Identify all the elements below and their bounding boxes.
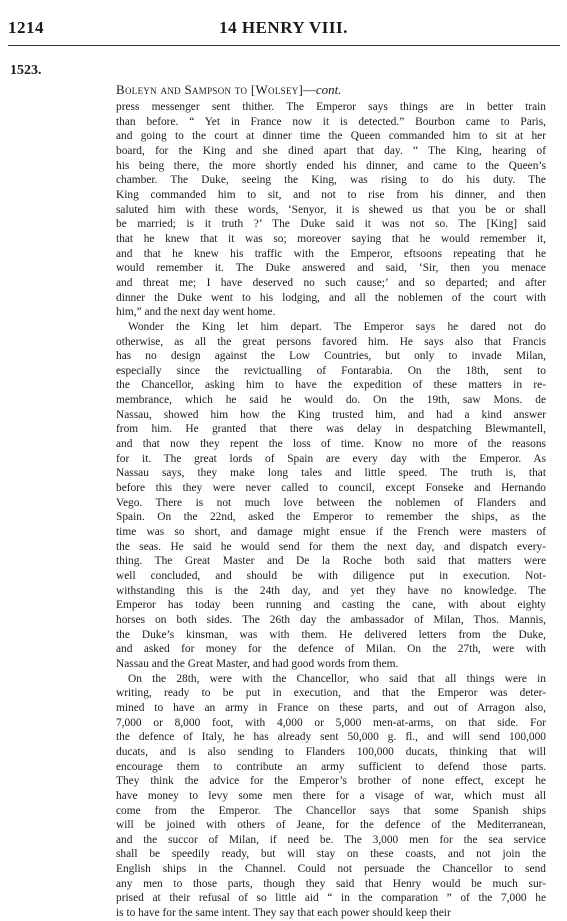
- page-title: 14 HENRY VIII.: [219, 18, 348, 37]
- header-rule: [8, 45, 560, 46]
- text-line: before this they were never called to council, except Fonseke and Hernando: [116, 482, 546, 495]
- text-line: will be joined with others of Jeane, for the defence of the Mediterranean,: [116, 819, 546, 832]
- text-line: him,” and the next day went home.: [116, 306, 276, 319]
- text-line: prised at their refusal of so little aid “ in the comparation ” of the 7,000 he: [116, 892, 546, 905]
- text-line: Nassau and the Great Master, and had good words from them.: [116, 657, 399, 670]
- text-line: and asked for money for the defence of Milan. On the 27th, were with: [116, 643, 546, 656]
- text-line: and that now they repent the loss of time. Know no more of the reasons: [116, 438, 546, 451]
- text-line: the Chancellor, asking him to have the expedition of these matters in re-: [116, 379, 546, 392]
- text-line: otherwise, as all the great persons favored him. He says also that Francis: [116, 335, 546, 348]
- text-line: and the succor of Milan, if need be. The 3,000 men for the sea service: [116, 833, 546, 846]
- text-line: is to have for the same intent. They say that each power should keep their: [116, 907, 451, 920]
- text-line: and going to the court at dinner time the Queen commanded him to sit at her: [116, 130, 546, 143]
- text-line: that he knew that it was so; moreover saying that he would remember it,: [116, 232, 546, 245]
- text-line: and threat me; I have deserved no such cause;’ and so departed; and after: [116, 276, 546, 289]
- text-line: the Duke’s kinsman, was with them. He delivered letters from the Duke,: [116, 628, 546, 641]
- text-line: shall be speedily ready, but will stay on these coasts, and not join the: [116, 848, 546, 861]
- entry-heading-cont: cont.: [315, 82, 342, 97]
- text-line: well concluded, and should be with diligence put in execution. Not-: [116, 570, 546, 582]
- text-line: thing. The Great Master and De la Roche both said that matters were: [116, 555, 546, 568]
- text-line: from him. He granted that there was delay in despatching Blewmantell,: [116, 423, 546, 436]
- entry-heading: [116, 82, 342, 98]
- text-line: Wonder the King let him depart. The Emperor says he dared not do: [128, 320, 546, 333]
- text-line: any men to those parts, though they said that Henry would be much sur-: [116, 877, 546, 890]
- text-line: time was so short, and damage might ensue if the French were masters of: [116, 526, 546, 539]
- text-line: Emperor has today been running and casting the cane, with about eighty: [116, 599, 546, 612]
- text-line: be married; is it truth ?’ The Duke said it was not so. The [King] said: [116, 218, 546, 231]
- text-line: English ships in the Channel. Could not persuade the Chancellor to send: [116, 863, 546, 876]
- text-line: 7,000 or 8,000 foot, with 4,000 or 5,000 men-at-arms, on that side. For: [116, 716, 546, 729]
- text-line: would remember it. The Duke answered and said, ‘Sir, then you menace: [116, 262, 546, 275]
- text-line: chamber. The Duke, seeing the King, was rising to do his duty. The: [116, 174, 546, 187]
- entry-heading-suffix: ]—: [298, 82, 316, 97]
- text-line: membrance, which he said he would do. On the 19th, saw Mons. de: [116, 394, 546, 407]
- text-line: Nassau, showed him how the King trusted him, and had a kind answer: [116, 408, 546, 421]
- entry-heading-prefix: Boleyn and Sampson to [: [116, 82, 256, 97]
- text-line: press messenger sent thither. The Emperor says things are in better train: [116, 101, 546, 113]
- text-line: They think the advice for the Emperor’s brother of none effect, except he: [116, 775, 546, 788]
- year-margin-note: 1523.: [10, 63, 42, 78]
- text-line: Vego. There is not much love between the noblemen of Flanders and: [116, 496, 546, 509]
- text-line: Spain. On the 22nd, asked the Emperor to remember the ships, as the: [116, 511, 546, 524]
- page-number: 1214: [8, 18, 44, 37]
- text-line: dinner the Duke went to his lodging, and all the noblemen of the court with: [116, 291, 546, 304]
- text-line: encourage them to contribute an army sufficient to defend those parts.: [116, 760, 546, 773]
- text-line: horses on both sides. The 26th day the ambassador of Milan, Thos. Mannis,: [116, 613, 546, 626]
- text-line: writing, ready to be put in execution, and that the Emperor was deter-: [116, 687, 546, 700]
- text-line: King commanded him to sit, and not to rise from his dinner, and then: [116, 188, 546, 201]
- text-line: withstanding this is the 24th day, and yet they have no knowledge. The: [116, 584, 546, 597]
- text-line: his being there, the more shortly ended his dinner, and came to the Queen’s: [116, 159, 546, 172]
- text-line: the seas. He said he would send for them the next day, and dispatch every-: [116, 540, 546, 553]
- text-line: board, for the King and she dined apart that day. “ The King, hearing of: [116, 144, 546, 157]
- text-line: have money to levy some men there for a visage of war, which must all: [116, 789, 546, 802]
- text-line: and that he knew his traffic with the Emperor, eftsoons repeating that he: [116, 247, 546, 260]
- text-line: than before. “ Yet in France now it is detected.” Bourbon came to Paris,: [116, 115, 546, 128]
- text-line: come from the Emperor. The Chancellor says that some Spanish ships: [116, 804, 546, 817]
- text-line: especially since the revictualling of Fontarabia. On the 18th, sent to: [116, 364, 546, 377]
- text-line: has no design against the Low Countries, but only to invade Milan,: [116, 350, 546, 363]
- text-line: On the 28th, were with the Chancellor, who said that all things were in: [128, 672, 546, 685]
- running-header: [0, 18, 567, 42]
- text-line: mined to have an army in France on these parts, and out of Arragon also,: [116, 701, 546, 714]
- text-line: Nassau says, they make long tales and little speed. The truth is, that: [116, 467, 546, 480]
- text-line: saluted him with these words, ‘Senyor, it is shewed us that you be or shall: [116, 203, 546, 216]
- text-line: ducats, and is also sending to Flanders 100,000 ducats, thinking that will: [116, 745, 546, 758]
- entry-heading-name: Wolsey: [255, 82, 299, 97]
- text-line: for it. The great lords of Spain are every day with the Emperor. As: [116, 452, 546, 465]
- text-line: the defence of Italy, he has already sent 50,000 g. fl., and will send 100,000: [116, 731, 546, 744]
- letter-body: [116, 100, 546, 921]
